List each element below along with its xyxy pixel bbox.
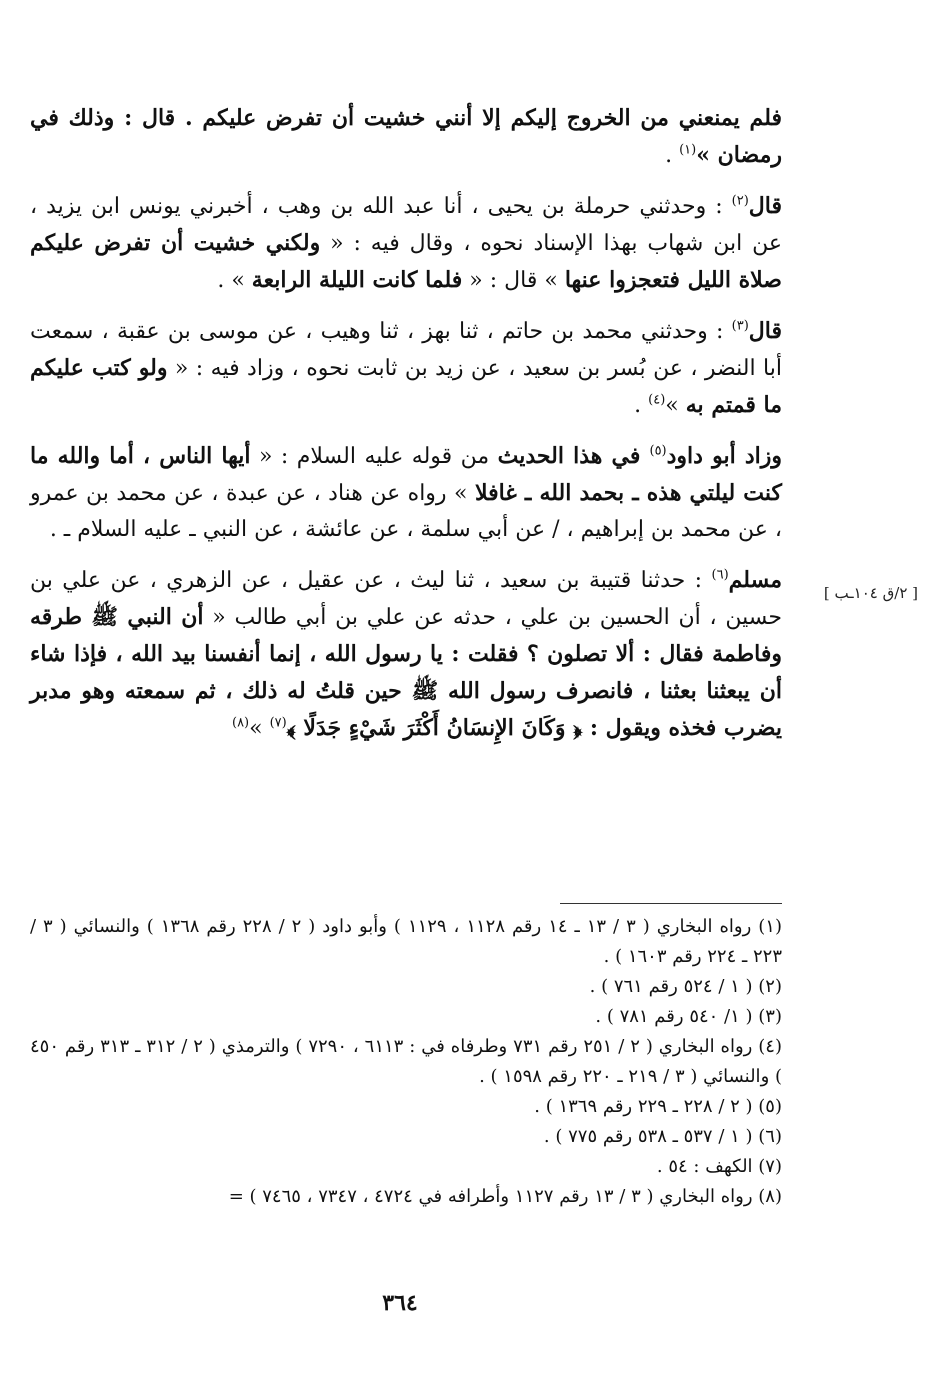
footnote-ref: (٢) [731, 193, 749, 209]
text-segment: في هذا الحديث [497, 443, 650, 469]
text-segment: » [249, 716, 270, 741]
text-segment: ولو كتب عليكم ما قمتم به [30, 355, 782, 418]
paragraph [30, 313, 782, 424]
paragraph [30, 100, 782, 174]
footnote: (١) رواه البخاري ( ٣ / ١٣ ـ ١٤ رقم ١١٢٨ ، ١١٢٩ ) وأبو داود ( ٢ / ٢٢٨ رقم ١٣٦٨ ) والنسائي ( ٣ / ٢٢٣ ـ ٢٢٤ رقم ١٦٠٣ ) . [30, 916, 782, 967]
text-segment: ولكني خشيت أن تفرض عليكم صلاة الليل فتعجزوا عنها [30, 230, 782, 293]
page-number: ٣٦٤ [382, 1290, 418, 1316]
paragraph [30, 188, 782, 299]
text-segment: : حدثنا قتيبة بن سعيد ، ثنا ليث ، عن عقيل ، عن الزهري ، عن علي بن حسين ، أن الحسين بن علي ، حدثه عن علي بن أبي طالب « [30, 568, 782, 630]
footnote-ref: (٦) [711, 567, 729, 583]
footnote-ref: (٨) [231, 715, 250, 731]
text-segment: قال [748, 318, 782, 344]
text-segment: : وحدثني محمد بن حاتم ، ثنا بهز ، ثنا وهيب ، عن موسى بن عقبة ، سمعت أبا النضر ، عن بُسر بن سعيد ، عن زيد بن ثابت نحوه ، وزاد فيه : « [30, 319, 782, 381]
text-segment: أن النبي ﷺ طرقه وفاطمة فقال : ألا تصلون ؟ فقلت : يا رسول الله ، إنما أنفسنا بيد الله ، فإذا شاء أن يبعثنا بعثنا ، فانصرف رسول الله ﷺ حين قلتُ له ذلك ، ثم سمعته وهو مدبر يضرب فخذه ويقول : ﴿ وَكَانَ الإِنسَانُ أَكْثَرَ شَيْءٍ جَدَلًا ﴾ [30, 604, 782, 741]
footnote: (٥) ( ٢ / ٢٢٨ ـ ٢٢٩ رقم ١٣٦٩ ) . [534, 1096, 782, 1117]
text-segment: : وحدثني حرملة بن يحيى ، أنا عبد الله بن وهب ، أخبرني يونس ابن يزيد ، عن ابن شهاب بهذا الإسناد نحوه ، وقال فيه : « [30, 194, 782, 256]
footnote-divider [560, 903, 782, 904]
text-segment: » رواه عن هناد ، عن عبدة ، عن محمد بن عمرو ، عن محمد بن إبراهيم ، / عن أبي سلمة ، عن عائشة ، عن النبي ـ عليه السلام ـ . [30, 481, 782, 542]
text-segment: مسلم [728, 567, 782, 593]
main-text [30, 100, 782, 761]
text-segment: » قال : « [462, 268, 565, 293]
text-segment: أيها الناس ، أما والله ما كنت ليلتي هذه ـ بحمد الله ـ غافلا [30, 443, 782, 506]
text-segment: » [665, 393, 686, 418]
paragraph [30, 562, 782, 747]
text-segment: . [634, 393, 649, 418]
footnote: (٦) ( ١ / ٥٣٧ ـ ٥٣٨ رقم ٧٧٥ ) . [543, 1126, 782, 1147]
text-segment: . [665, 143, 680, 168]
footnote-ref: (٧) [269, 715, 287, 731]
text-segment: قال [748, 193, 782, 219]
text-segment: فلم يمنعني من الخروج إليكم إلا أنني خشيت أن تفرض عليكم . قال : وذلك في رمضان » [30, 105, 782, 168]
manuscript-folio-note: [ ٢/ق ١٠٤ـب ] [823, 584, 918, 602]
footnotes [30, 912, 782, 1212]
text-segment: » . [217, 268, 252, 293]
footnote-ref: (٣) [731, 318, 749, 334]
footnote-ref: (٤) [648, 392, 666, 408]
text-segment: من قوله عليه السلام : « [250, 444, 498, 469]
footnote-ref: (٥) [649, 443, 667, 459]
text-segment: وزاد أبو داود [666, 443, 782, 469]
paragraph [30, 438, 782, 548]
footnote: (٤) رواه البخاري ( ٢ / ٢٥١ رقم ٧٣١ وطرفاه في : ٦١١٣ ، ٧٢٩٠ ) والترمذي ( ٢ / ٣١٢ ـ ٣١٣ رقم ٤٥٠ ) والنسائي ( ٣ / ٢١٩ ـ ٢٢٠ رقم ١٥٩٨ ) . [30, 1036, 782, 1087]
footnote-ref: (١) [679, 142, 697, 158]
footnote: (٣) ( ١/ ٥٤٠ رقم ٧٨١ ) . [595, 1006, 782, 1027]
footnote: (٢) ( ١ / ٥٢٤ رقم ٧٦١ ) . [589, 976, 782, 997]
footnote: (٧) الكهف : ٥٤ . [656, 1156, 782, 1177]
text-segment: فلما كانت الليلة الرابعة [251, 267, 463, 293]
footnote: (٨) رواه البخاري ( ٣ / ١٣ رقم ١١٢٧ وأطرافه في ٤٧٢٤ ، ٧٣٤٧ ، ٧٤٦٥ ) = [228, 1186, 782, 1207]
